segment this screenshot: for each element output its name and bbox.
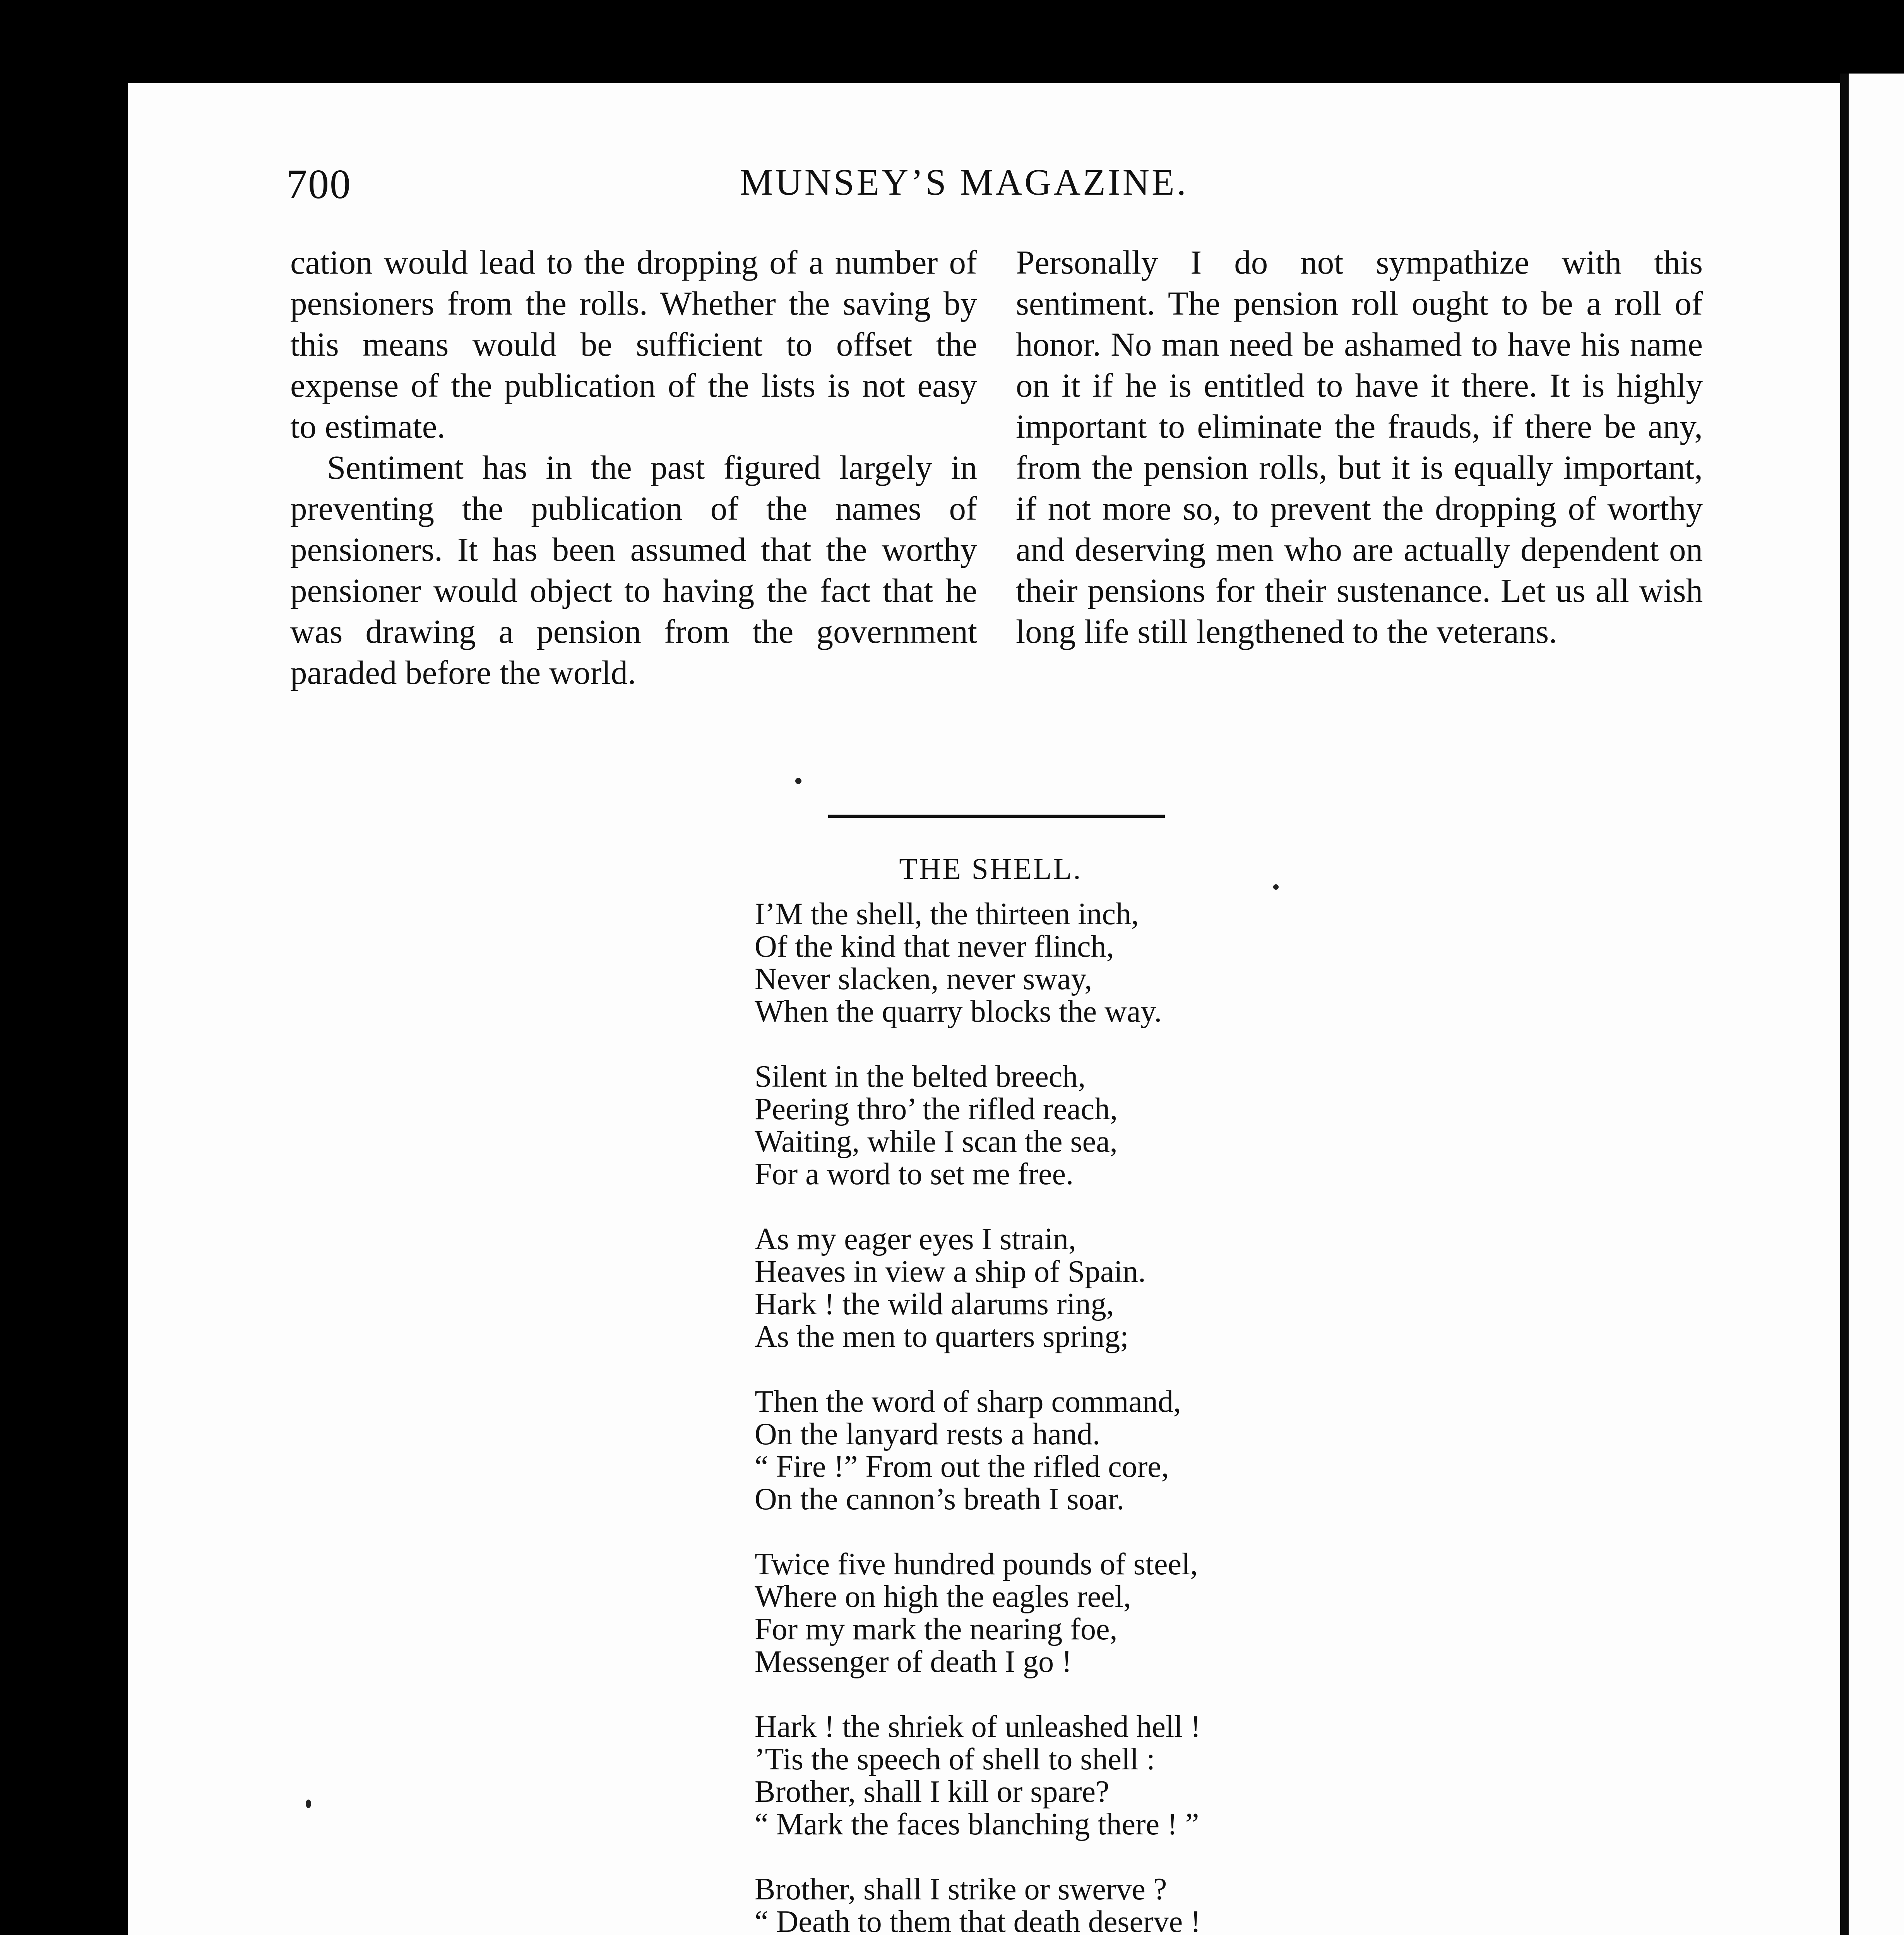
poem-line: “ Death to them that death deserve ! [755, 1905, 1201, 1935]
poem-stanza [755, 898, 1335, 1028]
poem-line: Where on high the eagles reel, [755, 1580, 1131, 1614]
poem-stanza [755, 1873, 1335, 1935]
poem-stanza [755, 1385, 1335, 1515]
poem-line: Peering thro’ the rifled reach, [755, 1092, 1118, 1126]
poem-stanza [755, 1060, 1335, 1190]
poem-line: On the cannon’s breath I soar. [755, 1482, 1125, 1516]
poem-line: On the lanyard rests a hand. [755, 1417, 1101, 1451]
poem-line: Then the word of sharp command, [755, 1385, 1181, 1419]
poem-stanza [755, 1548, 1335, 1678]
article-paragraph: Sentiment has in the past figured largely in preventing the publication of the names of pensioners. It has been assumed that the worthy pensioner would object to having the fact that he was drawing a pension from the government paraded before the world. [290, 449, 977, 691]
poem-line: Heaves in view a ship of Spain. [755, 1255, 1146, 1289]
poem-line: Silent in the belted breech, [755, 1060, 1086, 1094]
poem-line: Hark ! the shriek of unleashed hell ! [755, 1710, 1201, 1744]
poem-line: Twice five hundred pounds of steel, [755, 1547, 1198, 1581]
poem-line: When the quarry blocks the way. [755, 995, 1162, 1029]
print-speck [1273, 884, 1279, 890]
poem-line: “ Fire !” From out the rifled core, [755, 1450, 1169, 1484]
poem-line: “ Mark the faces blanching there ! ” [755, 1807, 1199, 1841]
poem-line: For a word to set me free. [755, 1157, 1074, 1191]
running-header: MUNSEY’S MAGAZINE. [740, 161, 1188, 203]
poem-line: As the men to quarters spring; [755, 1320, 1129, 1354]
section-divider [828, 815, 1165, 818]
poem-line: I’M the shell, the thirteen inch, [755, 897, 1139, 931]
poem-line: As my eager eyes I strain, [755, 1222, 1076, 1256]
poem-line: For my mark the nearing foe, [755, 1612, 1118, 1646]
poem-line: Brother, shall I kill or spare? [755, 1775, 1110, 1809]
poem-stanza [755, 1711, 1335, 1841]
article-left-column [290, 242, 977, 693]
poem-body [755, 898, 1335, 1935]
poem-line: Of the kind that never flinch, [755, 930, 1114, 964]
poem-line: ’Tis the speech of shell to shell : [755, 1742, 1155, 1776]
article-paragraph: cation would lead to the dropping of a number of pensioners from the rolls. Whether the saving by this means would be sufficient to offset the expense of the publication of the lists is not easy to estimate. [290, 243, 977, 445]
article-paragraph: Personally I do not sympathize with this sentiment. The pension roll ought to be a roll of honor. No man need be ashamed to have his name on it if he is entitled to have it there. It is highly important to eliminate the frauds, if there be any, from the pension rolls, but it is equally important, if not more so, to prevent the dropping of worthy and deserving men who are actually dependent on their pensions for their sustenance. Let us all wish long life still lengthened to the veterans. [1016, 243, 1703, 650]
poem-line: Waiting, while I scan the sea, [755, 1125, 1118, 1159]
poem-line: Brother, shall I strike or swerve ? [755, 1872, 1167, 1906]
print-speck [795, 778, 801, 784]
poem-line: Never slacken, never sway, [755, 962, 1092, 996]
next-page-edge [1840, 74, 1904, 1935]
poem-line: Messenger of death I go ! [755, 1645, 1072, 1679]
page-number: 700 [286, 161, 351, 207]
print-speck [306, 1800, 311, 1808]
poem-line: Hark ! the wild alarums ring, [755, 1287, 1114, 1321]
poem-title: THE SHELL. [899, 852, 1082, 885]
poem-stanza [755, 1223, 1335, 1353]
article-right-column [1016, 242, 1703, 652]
